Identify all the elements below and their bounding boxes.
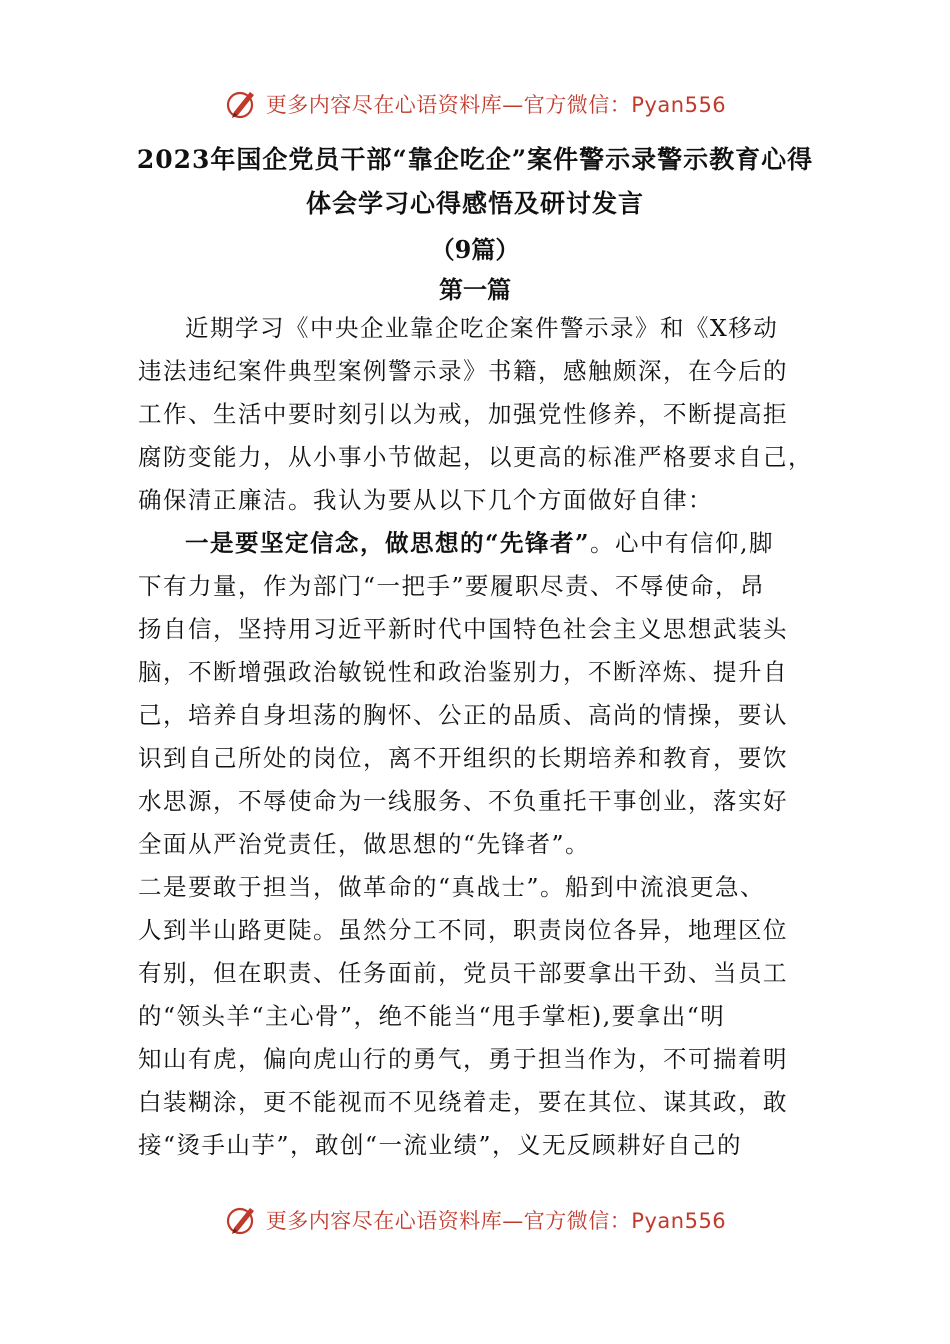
watermark-text: 更多内容尽在心语资料库—官方微信：Pyan556 xyxy=(265,1209,727,1233)
body-line: 确保清正廉洁。我认为要从以下几个方面做好自律： xyxy=(138,486,713,514)
body-line: 二是要敢于担当，做革命的“真战士”。船到中流浪更急、 xyxy=(138,873,766,901)
header-watermark-banner xyxy=(0,84,950,124)
body-line: 下有力量，作为部门“一把手”要履职尽责、不辱使命，昂 xyxy=(138,572,766,600)
point-heading: 一是要坚定信念，做思想的“先锋者” xyxy=(185,529,591,557)
body-line: 白装糊涂，更不能视而不见绕着走，要在其位、谋其政，敢 xyxy=(138,1088,788,1116)
body-line: 识到自己所处的岗位，离不开组织的长期培养和教育，要饮 xyxy=(138,744,788,772)
body-line: 脑，不断增强政治敏锐性和政治鉴别力，不断淬炼、提升自 xyxy=(138,658,788,686)
footer-watermark-banner xyxy=(0,1200,950,1240)
watermark-text: 更多内容尽在心语资料库—官方微信：Pyan556 xyxy=(265,93,727,117)
document-title-line-2: 体会学习心得感悟及研讨发言 xyxy=(305,189,644,218)
body-line: 知山有虎，偏向虎山行的勇气，勇于担当作为，不可揣着明 xyxy=(138,1045,788,1073)
body-line: 工作、生活中要时刻引以为戒，加强党性修养，不断提高拒 xyxy=(138,400,788,428)
body-line: 一是要坚定信念，做思想的“先锋者”。心中有信仰,脚 xyxy=(185,529,775,557)
body-line: 水思源，不辱使命为一线服务、不负重托干事创业，落实好 xyxy=(138,787,788,815)
document-article-count: （9篇） xyxy=(430,235,520,264)
document-title-line-1: 2023年国企党员干部“靠企吃企”案件警示录警示教育心得 xyxy=(136,145,814,174)
body-line: 违法违纪案件典型案例警示录》书籍，感触颇深，在今后的 xyxy=(138,357,788,385)
body-line: 扬自信，坚持用习近平新时代中国特色社会主义思想武装头 xyxy=(138,615,788,643)
pen-in-circle-logo-icon xyxy=(224,86,260,122)
body-line: 的“领头羊“主心骨”，绝不能当“甩手掌柜),要拿出“明 xyxy=(138,1002,726,1030)
body-line: 有别，但在职责、任务面前，党员干部要拿出干劲、当员工 xyxy=(138,959,788,987)
body-line: 全面从严治党责任，做思想的“先锋者”。 xyxy=(138,830,591,858)
body-line: 人到半山路更陡。虽然分工不同，职责岗位各异，地理区位 xyxy=(138,916,788,944)
body-line: 腐防变能力，从小事小节做起，以更高的标准严格要求自己， xyxy=(138,443,813,471)
pen-in-circle-logo-icon xyxy=(224,1202,260,1238)
section-heading: 第一篇 xyxy=(439,275,511,304)
body-line: 近期学习《中央企业靠企吃企案件警示录》和《X移动 xyxy=(185,314,779,342)
document-body xyxy=(138,307,818,1167)
body-line: 己，培养自身坦荡的胸怀、公正的品质、高尚的情操，要认 xyxy=(138,701,788,729)
body-line: 接“烫手山芋”，敢创“一流业绩”，义无反顾耕好自己的 xyxy=(138,1131,743,1159)
